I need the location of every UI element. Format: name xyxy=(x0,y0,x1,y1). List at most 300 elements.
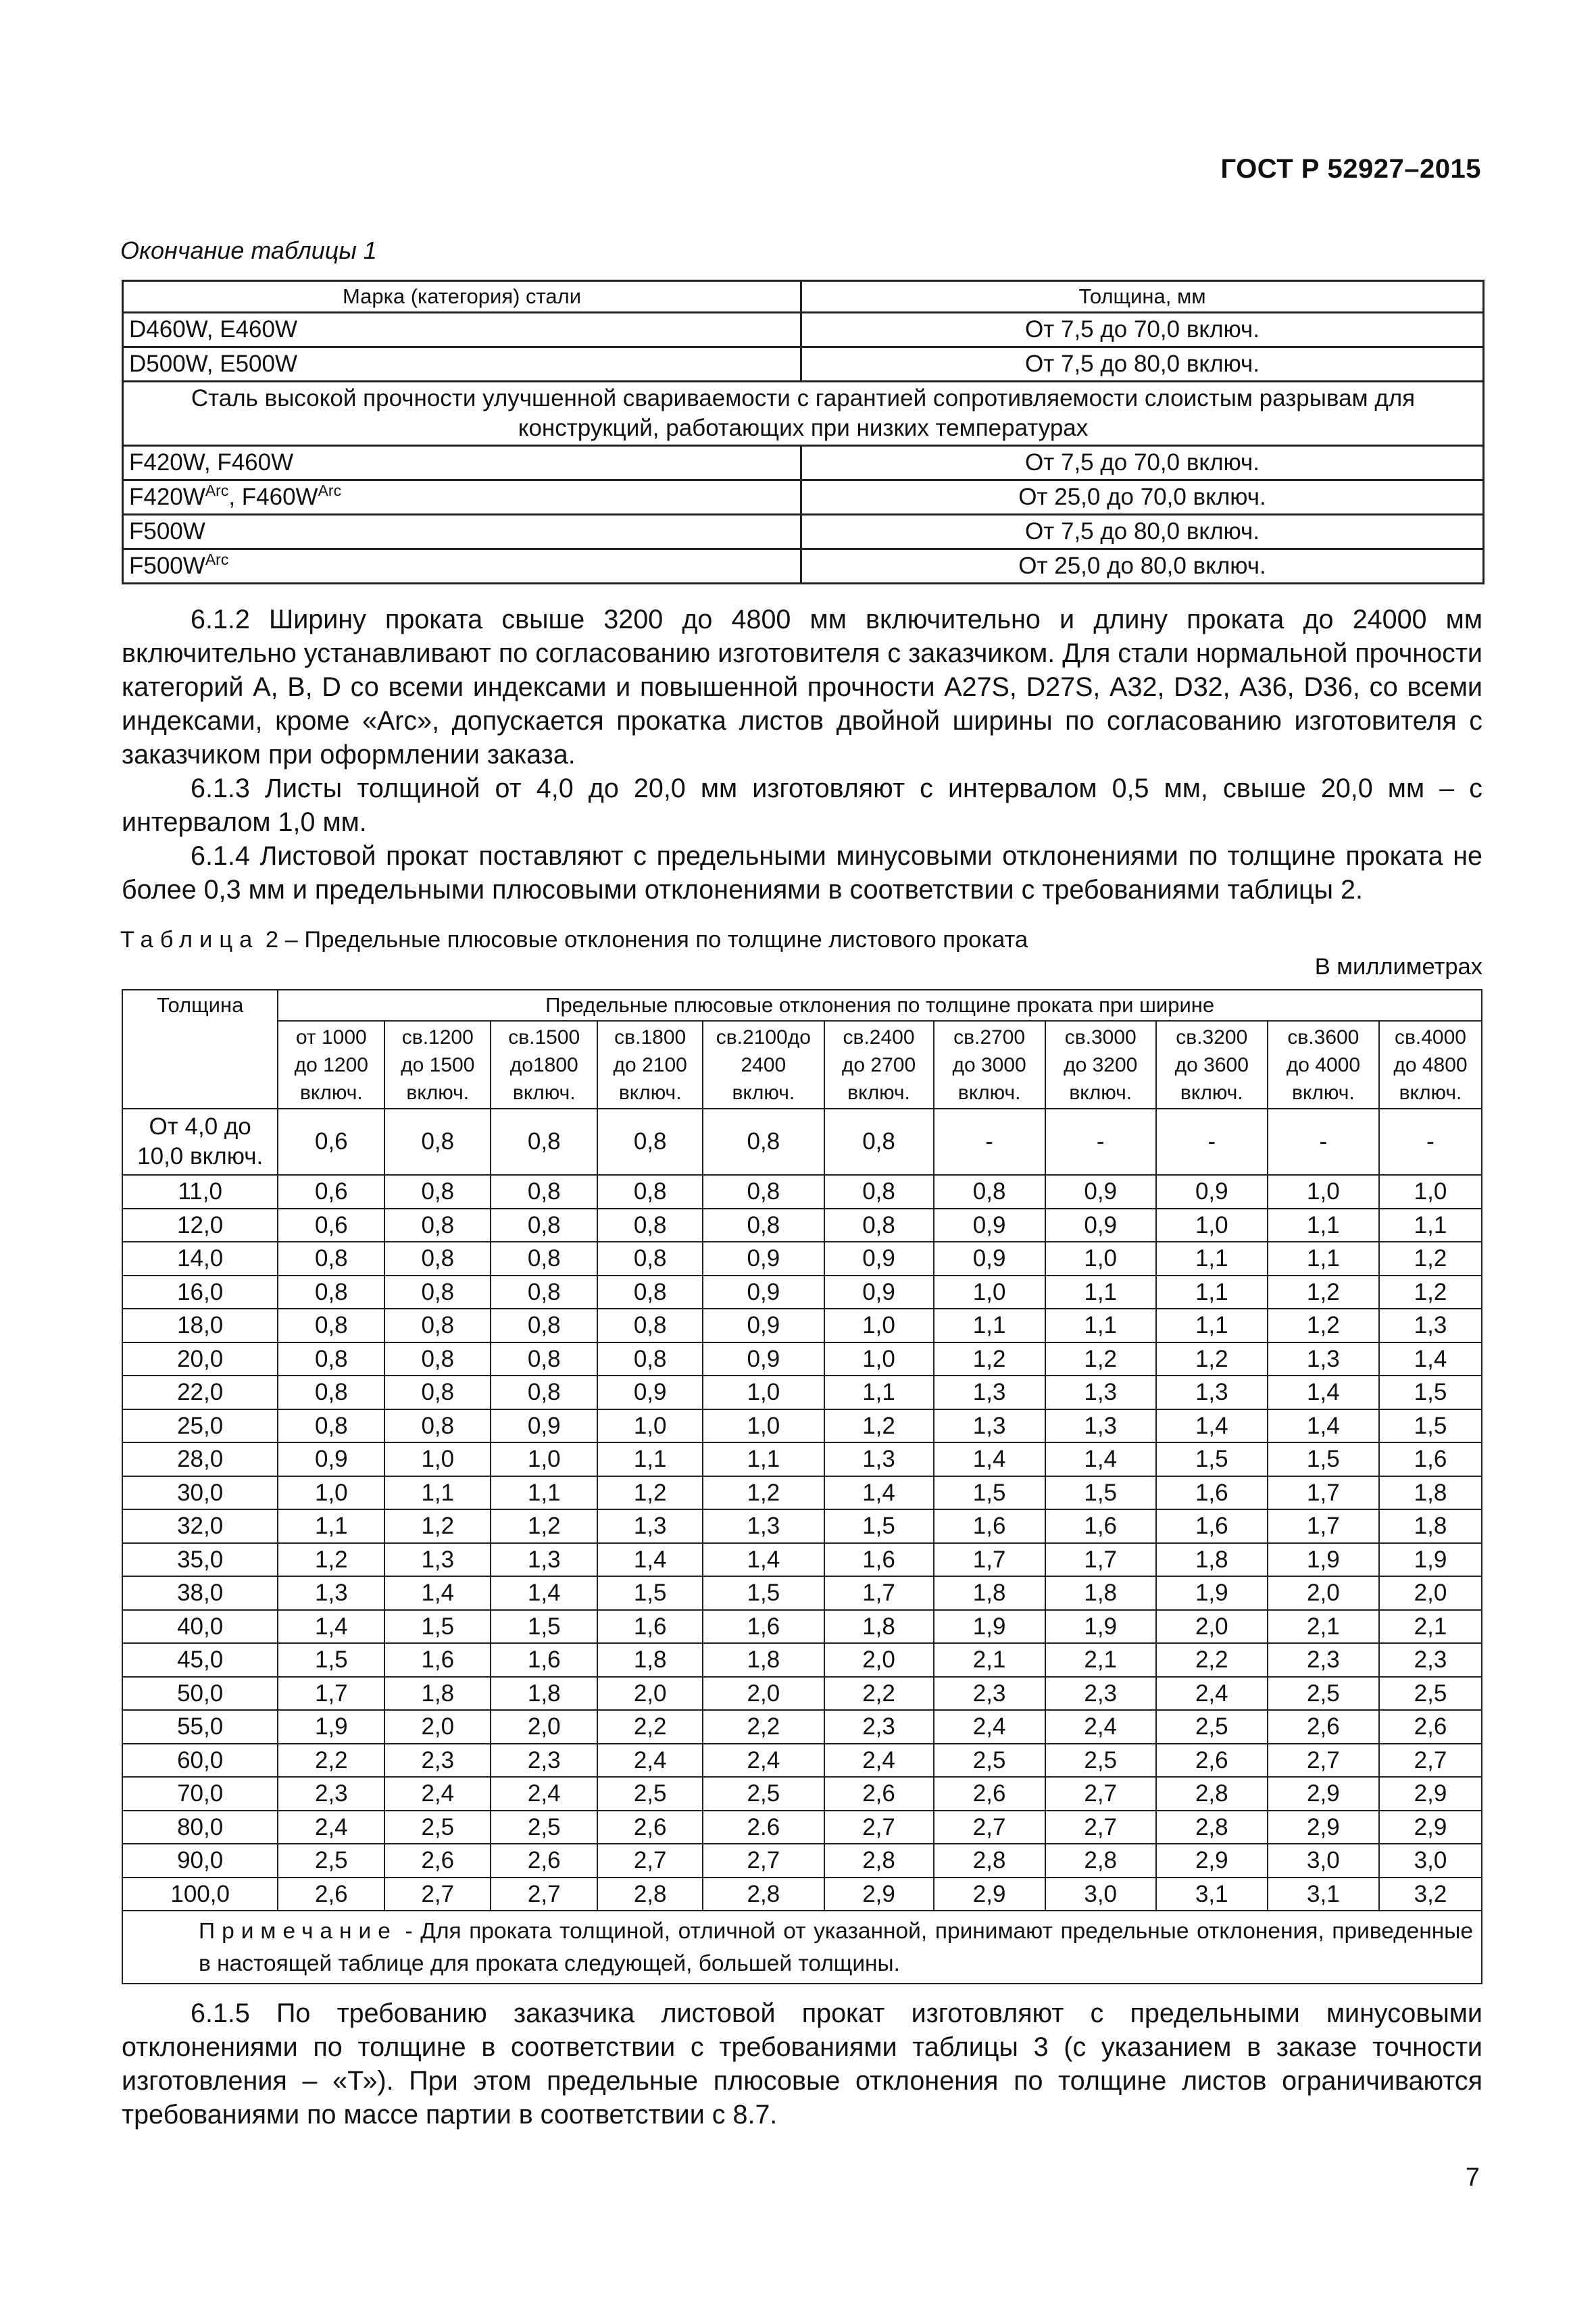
tolerance-cell: 0,8 xyxy=(491,1342,597,1376)
tolerance-cell: 2,4 xyxy=(597,1744,703,1778)
tolerance-cell: 2,3 xyxy=(1045,1677,1156,1711)
grade-cell: D500W, E500W xyxy=(123,347,801,382)
tolerance-cell: 1,5 xyxy=(384,1610,491,1644)
tolerance-cell: 1,4 xyxy=(703,1543,824,1577)
table2-group-header: Предельные плюсовые отклонения по толщине проката при ширине xyxy=(278,990,1482,1021)
table1-span-row xyxy=(123,382,1484,446)
width-range-line: от 1000 xyxy=(295,1026,367,1049)
tolerance-cell: 1,3 xyxy=(1379,1309,1482,1342)
tolerance-cell: 1,0 xyxy=(1156,1209,1268,1242)
table2-row xyxy=(122,1610,1482,1644)
tolerance-cell: 1,3 xyxy=(597,1509,703,1543)
width-range-header xyxy=(1156,1021,1268,1109)
thickness-cell: 16,0 xyxy=(122,1276,278,1309)
tolerance-cell: 1,6 xyxy=(384,1643,491,1677)
tolerance-cell: 1,5 xyxy=(934,1476,1045,1510)
thickness-cell: 11,0 xyxy=(122,1175,278,1209)
tolerance-cell: 2,6 xyxy=(824,1777,934,1811)
tolerance-cell: 2,8 xyxy=(1156,1777,1268,1811)
tolerance-cell: 2,1 xyxy=(1045,1643,1156,1677)
tolerance-cell: 2,9 xyxy=(824,1878,934,1911)
note-label: Примечание xyxy=(199,1919,397,1944)
table2-row xyxy=(122,1476,1482,1510)
tolerance-cell: 2.6 xyxy=(703,1811,824,1844)
tolerance-cell: 0,8 xyxy=(597,1242,703,1276)
tolerance-cell: - xyxy=(934,1109,1045,1175)
width-range-line: до1800 xyxy=(509,1053,578,1076)
tolerance-cell: 2,0 xyxy=(1268,1576,1379,1610)
tolerance-cell: 1,5 xyxy=(597,1576,703,1610)
tolerance-cell: 2,9 xyxy=(934,1878,1045,1911)
tolerance-cell: 2,7 xyxy=(384,1878,491,1911)
width-range-header xyxy=(384,1021,491,1109)
tolerance-cell: 0,6 xyxy=(278,1209,384,1242)
tolerance-cell: 1,9 xyxy=(1379,1543,1482,1577)
tolerance-cell: 2,3 xyxy=(384,1744,491,1778)
width-range-line: включ. xyxy=(1180,1081,1243,1104)
tolerance-cell: 0,8 xyxy=(491,1309,597,1342)
tolerance-cell: 1,5 xyxy=(703,1576,824,1610)
tolerance-cell: 1,1 xyxy=(1156,1309,1268,1342)
tolerance-cell: 2,1 xyxy=(934,1643,1045,1677)
thickness-cell: 60,0 xyxy=(122,1744,278,1778)
tolerance-cell: 1,0 xyxy=(597,1409,703,1443)
tolerance-cell: 0,8 xyxy=(278,1342,384,1376)
tolerance-cell: 1,1 xyxy=(491,1476,597,1510)
tolerance-cell: 1,7 xyxy=(1045,1543,1156,1577)
thickness-cell: От 7,5 до 80,0 включ. xyxy=(801,515,1484,549)
grade-superscript: Arc xyxy=(205,551,229,568)
table2-row xyxy=(122,1844,1482,1878)
tolerance-cell: 0,8 xyxy=(597,1276,703,1309)
thickness-cell: 25,0 xyxy=(122,1409,278,1443)
tolerance-cell: 1,2 xyxy=(934,1342,1045,1376)
tolerance-cell: 2,5 xyxy=(1156,1710,1268,1744)
tolerance-cell: 2,8 xyxy=(934,1844,1045,1878)
width-range-line: включ. xyxy=(512,1081,576,1104)
width-range-header xyxy=(597,1021,703,1109)
tolerance-cell: 1,6 xyxy=(491,1643,597,1677)
tolerance-cell: 1,7 xyxy=(824,1576,934,1610)
grade-cell: F500W xyxy=(123,515,801,549)
tolerance-cell: 1,8 xyxy=(1379,1509,1482,1543)
tolerance-cell: 1,6 xyxy=(1156,1509,1268,1543)
tolerance-cell: 1,1 xyxy=(1156,1276,1268,1309)
table2-row xyxy=(122,1309,1482,1342)
table1-row xyxy=(123,347,1484,382)
tolerance-cell: 0,8 xyxy=(597,1175,703,1209)
tolerance-cell: 1,8 xyxy=(384,1677,491,1711)
table2-column-headers xyxy=(122,1021,1482,1109)
tolerance-cell: 2,7 xyxy=(491,1878,597,1911)
thickness-cell: 100,0 xyxy=(122,1878,278,1911)
tolerance-cell: 2,9 xyxy=(1379,1811,1482,1844)
tolerance-cell: 2,2 xyxy=(703,1710,824,1744)
tolerance-cell: 0,8 xyxy=(597,1309,703,1342)
tolerance-cell: 1,6 xyxy=(597,1610,703,1644)
tolerance-cell: 2,5 xyxy=(934,1744,1045,1778)
thickness-cell: 80,0 xyxy=(122,1811,278,1844)
tolerance-cell: 1,1 xyxy=(824,1376,934,1409)
tolerance-cell: 2,5 xyxy=(1268,1677,1379,1711)
tolerance-cell: 1,3 xyxy=(491,1543,597,1577)
tolerance-cell: 2,7 xyxy=(597,1844,703,1878)
tolerance-cell: 0,8 xyxy=(491,1242,597,1276)
tolerance-cell: 1,7 xyxy=(278,1677,384,1711)
note-body: - Для проката толщиной, отличной от указанной, принимают предельные отклонения, приведенные в настоящей таблице для проката следующей, большей толщины. xyxy=(199,1919,1473,1976)
tolerance-cell: 0,8 xyxy=(384,1276,491,1309)
tolerance-cell: 1,4 xyxy=(597,1543,703,1577)
tolerance-cell: 2,8 xyxy=(1156,1811,1268,1844)
tolerance-cell: 1,3 xyxy=(934,1409,1045,1443)
tolerance-cell: 2,9 xyxy=(1379,1777,1482,1811)
tolerance-cell: 1,1 xyxy=(703,1442,824,1476)
tolerance-cell: 0,9 xyxy=(934,1209,1045,1242)
width-range-line: до 3200 xyxy=(1064,1053,1138,1076)
tolerance-cell: 2,7 xyxy=(824,1811,934,1844)
thickness-cell: От 7,5 до 80,0 включ. xyxy=(801,347,1484,382)
tolerance-cell: 0,8 xyxy=(491,1376,597,1409)
tolerance-cell: 1,2 xyxy=(491,1509,597,1543)
tolerance-cell: 1,2 xyxy=(278,1543,384,1577)
tolerance-cell: 1,6 xyxy=(1156,1476,1268,1510)
thickness-cell: От 7,5 до 70,0 включ. xyxy=(801,313,1484,347)
table2-row xyxy=(122,1242,1482,1276)
width-range-header xyxy=(1045,1021,1156,1109)
tolerance-cell: 2,0 xyxy=(1156,1610,1268,1644)
width-range-line: включ. xyxy=(406,1081,470,1104)
table2-col-thickness: Толщина xyxy=(122,990,278,1109)
tolerance-cell: 3,2 xyxy=(1379,1878,1482,1911)
tolerance-cell: 1,0 xyxy=(1379,1175,1482,1209)
thickness-cell: 18,0 xyxy=(122,1309,278,1342)
width-range-line: св.2400 xyxy=(843,1026,915,1049)
tolerance-cell: 2,2 xyxy=(1156,1643,1268,1677)
tolerance-cell: 2,6 xyxy=(1268,1710,1379,1744)
tolerance-cell: 2,6 xyxy=(491,1844,597,1878)
tolerance-cell: 1,1 xyxy=(1379,1209,1482,1242)
tolerance-cell: 3,0 xyxy=(1379,1844,1482,1878)
tolerance-cell: 2,0 xyxy=(1379,1576,1482,1610)
tolerance-cell: 1,9 xyxy=(934,1610,1045,1644)
grade-cell: F420W, F460W xyxy=(123,446,801,480)
tolerance-cell: 0,6 xyxy=(278,1175,384,1209)
tolerance-cell: 2,5 xyxy=(1379,1677,1482,1711)
tolerance-cell: 0,8 xyxy=(934,1175,1045,1209)
tolerance-cell: 2,6 xyxy=(1156,1744,1268,1778)
table2-caption-title: 2 – Предельные плюсовые отклонения по толщине листового проката xyxy=(259,927,1028,953)
table2-group-header-row xyxy=(122,990,1482,1021)
tolerance-cell: 1,3 xyxy=(1268,1342,1379,1376)
table2-caption-label: Таблица xyxy=(120,927,259,953)
thickness-label-line: 10,0 включ. xyxy=(137,1143,264,1169)
width-range-line: включ. xyxy=(1069,1081,1132,1104)
tolerance-cell: 1,3 xyxy=(934,1376,1045,1409)
tolerance-cell: 1,5 xyxy=(1156,1442,1268,1476)
tolerance-cell: - xyxy=(1045,1109,1156,1175)
tolerance-cell: 1,8 xyxy=(597,1643,703,1677)
tolerance-cell: 2,8 xyxy=(1045,1844,1156,1878)
width-range-header xyxy=(824,1021,934,1109)
table2-row xyxy=(122,1744,1482,1778)
tolerance-cell: 0,8 xyxy=(703,1175,824,1209)
tolerance-cell: 1,1 xyxy=(278,1509,384,1543)
table2-row xyxy=(122,1643,1482,1677)
tolerance-cell: 2,1 xyxy=(1268,1610,1379,1644)
tolerance-cell: 1,0 xyxy=(934,1276,1045,1309)
tolerance-cell: 2,4 xyxy=(278,1811,384,1844)
width-range-line: до 4800 xyxy=(1393,1053,1468,1076)
table2-row xyxy=(122,1777,1482,1811)
tolerance-cell: 0,8 xyxy=(384,1409,491,1443)
grade-superscript: Arc xyxy=(205,482,229,499)
table2-note xyxy=(122,1911,1482,1984)
tolerance-cell: 1,2 xyxy=(1268,1309,1379,1342)
tolerance-cell: 1,7 xyxy=(1268,1476,1379,1510)
tolerance-cell: 2,7 xyxy=(1268,1744,1379,1778)
thickness-cell: 38,0 xyxy=(122,1576,278,1610)
tolerance-cell: 1,1 xyxy=(1045,1309,1156,1342)
tolerance-cell: 1,9 xyxy=(278,1710,384,1744)
thickness-cell: 35,0 xyxy=(122,1543,278,1577)
table2-row xyxy=(122,1109,1482,1175)
tolerance-cell: 2,6 xyxy=(1379,1710,1482,1744)
tolerance-cell: - xyxy=(1156,1109,1268,1175)
tolerance-cell: 0,8 xyxy=(384,1109,491,1175)
document-code: ГОСТ Р 52927–2015 xyxy=(1220,154,1481,184)
table2-row xyxy=(122,1543,1482,1577)
tolerance-cell: 1,7 xyxy=(1268,1509,1379,1543)
table2-caption xyxy=(120,927,1028,953)
tolerance-cell: 2,8 xyxy=(703,1878,824,1911)
paragraph-6-1-5: 6.1.5 По требованию заказчика листовой прокат изготовляют с предельными минусовыми отклонениями по толщине в соответствии с требованиями таблицы 3 (с указанием в заказе точности изготовления – «Т»). При этом предельные плюсовые отклонения по толщине листов ограничиваются требованиями по массе партии в соответствии с 8.7. xyxy=(122,1998,1482,2130)
tolerance-cell: 2,6 xyxy=(278,1878,384,1911)
tolerance-cell: 2,2 xyxy=(597,1710,703,1744)
tolerance-cell: 2,5 xyxy=(491,1811,597,1844)
tolerance-cell: 1,0 xyxy=(703,1409,824,1443)
tolerance-cell: 2,4 xyxy=(934,1710,1045,1744)
tolerance-cell: 1,1 xyxy=(1045,1276,1156,1309)
table2-row xyxy=(122,1442,1482,1476)
tolerance-cell: 1,3 xyxy=(384,1543,491,1577)
tolerance-cell: 1,5 xyxy=(1379,1376,1482,1409)
tolerance-cell: 1,4 xyxy=(1045,1442,1156,1476)
thickness-cell: 32,0 xyxy=(122,1509,278,1543)
tolerance-cell: 0,8 xyxy=(384,1342,491,1376)
width-range-header xyxy=(1379,1021,1482,1109)
tolerance-cell: 1,6 xyxy=(1379,1442,1482,1476)
tolerance-cell: 1,0 xyxy=(278,1476,384,1510)
tolerance-cell: 0,9 xyxy=(1156,1175,1268,1209)
tolerance-cell: 2,5 xyxy=(278,1844,384,1878)
thickness-label-line: От 4,0 до xyxy=(149,1113,251,1140)
grade-superscript: Arc xyxy=(318,482,342,499)
table1-row xyxy=(123,549,1484,584)
width-range-line: св.1800 xyxy=(614,1026,687,1049)
tolerance-cell: 0,9 xyxy=(1045,1175,1156,1209)
tolerance-cell: 2,0 xyxy=(597,1677,703,1711)
width-range-header xyxy=(491,1021,597,1109)
tolerance-cell: 1,5 xyxy=(1268,1442,1379,1476)
thickness-cell: 40,0 xyxy=(122,1610,278,1644)
tolerance-cell: 1,8 xyxy=(703,1643,824,1677)
tolerance-cell: 2,4 xyxy=(384,1777,491,1811)
body-text-block-1 xyxy=(122,603,1482,907)
width-range-line: св.3200 xyxy=(1176,1026,1248,1049)
tolerance-cell: 0,9 xyxy=(703,1276,824,1309)
tolerance-cell: 2,6 xyxy=(934,1777,1045,1811)
tolerance-cell: 2,9 xyxy=(1268,1811,1379,1844)
thickness-cell: 45,0 xyxy=(122,1643,278,1677)
tolerance-cell: 1,3 xyxy=(278,1576,384,1610)
tolerance-cell: 2,4 xyxy=(703,1744,824,1778)
tolerance-cell: 1,1 xyxy=(1268,1242,1379,1276)
tolerance-cell: 2,3 xyxy=(491,1744,597,1778)
width-range-line: до 2100 xyxy=(613,1053,687,1076)
table2-row xyxy=(122,1209,1482,1242)
table1 xyxy=(122,280,1485,584)
width-range-line: св.1500 xyxy=(508,1026,580,1049)
tolerance-cell: 3,1 xyxy=(1268,1878,1379,1911)
width-range-line: св.2100до xyxy=(716,1026,811,1049)
width-range-line: св.3000 xyxy=(1064,1026,1137,1049)
tolerance-cell: 1,1 xyxy=(934,1309,1045,1342)
tolerance-cell: 0,9 xyxy=(1045,1209,1156,1242)
width-range-line: св.1200 xyxy=(401,1026,474,1049)
tolerance-cell: 0,9 xyxy=(491,1409,597,1443)
table1-col-grade: Марка (категория) стали xyxy=(123,281,801,313)
tolerance-cell: 2,3 xyxy=(1379,1643,1482,1677)
tolerance-cell: 1,3 xyxy=(703,1509,824,1543)
grade-text: , F460W xyxy=(228,484,318,510)
tolerance-cell: 2,0 xyxy=(491,1710,597,1744)
width-range-line: св.4000 xyxy=(1394,1026,1466,1049)
table2-row xyxy=(122,1576,1482,1610)
tolerance-cell: 2,5 xyxy=(597,1777,703,1811)
width-range-line: включ. xyxy=(847,1081,910,1104)
tolerance-cell: 0,8 xyxy=(384,1309,491,1342)
tolerance-cell: 0,9 xyxy=(824,1276,934,1309)
tolerance-cell: 2,3 xyxy=(1268,1643,1379,1677)
tolerance-cell: 0,9 xyxy=(703,1309,824,1342)
tolerance-cell: 1,8 xyxy=(1156,1543,1268,1577)
steel-group-heading: Сталь высокой прочности улучшенной свариваемости с гарантией сопротивляемости слоистым разрывам для конструкций, работающих при низких температурах xyxy=(123,382,1484,446)
table2 xyxy=(122,989,1482,1984)
tolerance-cell: 1,2 xyxy=(384,1509,491,1543)
table2-units: В миллиметрах xyxy=(1314,954,1482,980)
width-range-line: включ. xyxy=(299,1081,363,1104)
tolerance-cell: 0,8 xyxy=(278,1276,384,1309)
tolerance-cell: 3,1 xyxy=(1156,1878,1268,1911)
width-range-line: включ. xyxy=(618,1081,682,1104)
width-range-header xyxy=(934,1021,1045,1109)
tolerance-cell: 1,2 xyxy=(1156,1342,1268,1376)
table2-row xyxy=(122,1175,1482,1209)
tolerance-cell: 0,8 xyxy=(491,1276,597,1309)
tolerance-cell: 2,1 xyxy=(1379,1610,1482,1644)
tolerance-cell: 0,8 xyxy=(597,1209,703,1242)
tolerance-cell: 1,5 xyxy=(1379,1409,1482,1443)
tolerance-cell: 2,5 xyxy=(1045,1744,1156,1778)
tolerance-cell: 1,3 xyxy=(1156,1376,1268,1409)
tolerance-cell: 1,7 xyxy=(934,1543,1045,1577)
tolerance-cell: 1,2 xyxy=(1268,1276,1379,1309)
tolerance-cell: 2,3 xyxy=(824,1710,934,1744)
tolerance-cell: - xyxy=(1379,1109,1482,1175)
tolerance-cell: 0,8 xyxy=(384,1242,491,1276)
thickness-cell: От 25,0 до 70,0 включ. xyxy=(801,480,1484,515)
table2-row xyxy=(122,1710,1482,1744)
tolerance-cell: 1,6 xyxy=(934,1509,1045,1543)
thickness-cell: От 7,5 до 70,0 включ. xyxy=(801,446,1484,480)
tolerance-cell: 0,8 xyxy=(278,1409,384,1443)
table2-row xyxy=(122,1509,1482,1543)
tolerance-cell: 0,8 xyxy=(824,1175,934,1209)
tolerance-cell: 0,8 xyxy=(703,1109,824,1175)
tolerance-cell: 2,3 xyxy=(934,1677,1045,1711)
tolerance-cell: 1,0 xyxy=(703,1376,824,1409)
table2-row xyxy=(122,1677,1482,1711)
paragraph-6-1-4: 6.1.4 Листовой прокат поставляют с предельными минусовыми отклонениями по толщине проката не более 0,3 мм и предельными плюсовыми отклонениями в соответствии с требованиями таблицы 2. xyxy=(122,841,1482,905)
tolerance-cell: 1,4 xyxy=(1156,1409,1268,1443)
tolerance-cell: 1,0 xyxy=(491,1442,597,1476)
tolerance-cell: 1,2 xyxy=(824,1409,934,1443)
tolerance-cell: 2,7 xyxy=(1045,1777,1156,1811)
tolerance-cell: 2,8 xyxy=(824,1844,934,1878)
table2-row xyxy=(122,1376,1482,1409)
tolerance-cell: 1,3 xyxy=(1045,1409,1156,1443)
width-range-line: до 2700 xyxy=(841,1053,916,1076)
tolerance-cell: 2,9 xyxy=(1156,1844,1268,1878)
tolerance-cell: 2,4 xyxy=(491,1777,597,1811)
tolerance-cell: 1,4 xyxy=(1379,1342,1482,1376)
tolerance-cell: 2,8 xyxy=(597,1878,703,1911)
table2-row xyxy=(122,1276,1482,1309)
width-range-line: до 1500 xyxy=(401,1053,475,1076)
thickness-cell: 55,0 xyxy=(122,1710,278,1744)
note-text xyxy=(131,1915,1473,1980)
table1-row xyxy=(123,446,1484,480)
tolerance-cell: 1,5 xyxy=(1045,1476,1156,1510)
tolerance-cell: 1,5 xyxy=(491,1610,597,1644)
tolerance-cell: 1,4 xyxy=(1268,1409,1379,1443)
tolerance-cell: 0,9 xyxy=(824,1242,934,1276)
tolerance-cell: 1,4 xyxy=(1268,1376,1379,1409)
tolerance-cell: 2,0 xyxy=(384,1710,491,1744)
body-text-block-2 xyxy=(122,1996,1482,2132)
tolerance-cell: 2,5 xyxy=(703,1777,824,1811)
tolerance-cell: 2,2 xyxy=(824,1677,934,1711)
tolerance-cell: 0,8 xyxy=(384,1175,491,1209)
tolerance-cell: 0,8 xyxy=(278,1242,384,1276)
tolerance-cell: 1,9 xyxy=(1045,1610,1156,1644)
width-range-header xyxy=(278,1021,384,1109)
tolerance-cell: 1,2 xyxy=(1045,1342,1156,1376)
tolerance-cell: 1,0 xyxy=(824,1342,934,1376)
table1-header-row xyxy=(123,281,1484,313)
tolerance-cell: 1,0 xyxy=(824,1309,934,1342)
page-number: 7 xyxy=(1465,2163,1480,2192)
tolerance-cell: 0,8 xyxy=(384,1376,491,1409)
tolerance-cell: 0,8 xyxy=(824,1109,934,1175)
tolerance-cell: 2,0 xyxy=(703,1677,824,1711)
tolerance-cell: 0,9 xyxy=(703,1242,824,1276)
table1-row xyxy=(123,480,1484,515)
width-range-line: включ. xyxy=(1292,1081,1355,1104)
tolerance-cell: 1,0 xyxy=(1045,1242,1156,1276)
tolerance-cell: 0,6 xyxy=(278,1109,384,1175)
tolerance-cell: 1,9 xyxy=(1268,1543,1379,1577)
